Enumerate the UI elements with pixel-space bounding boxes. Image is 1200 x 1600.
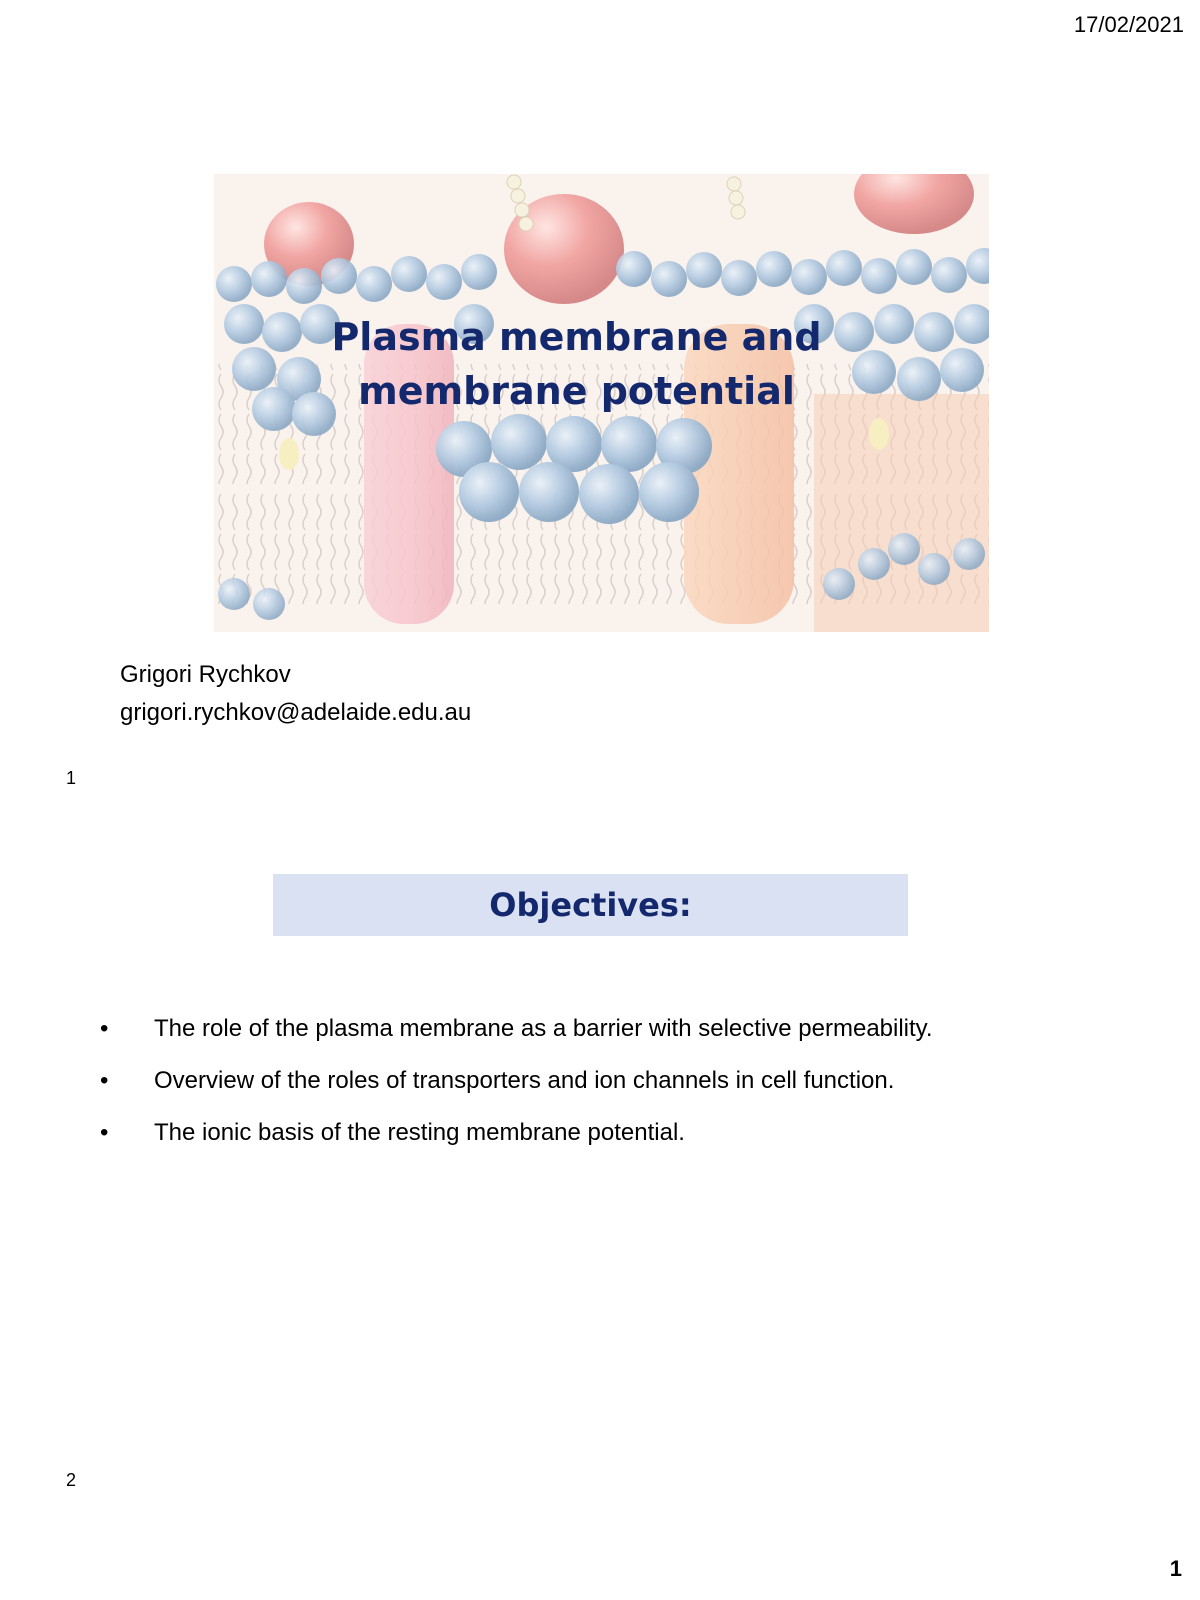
list-item	[100, 1112, 960, 1153]
page-date: 17/02/2021	[1073, 12, 1184, 37]
author-name: Grigori Rychkov	[120, 661, 291, 688]
objective-text: The role of the plasma membrane as a barrier with selective permeability.	[154, 1015, 933, 1042]
bullet-icon: •	[100, 1119, 109, 1146]
bullet-icon: •	[100, 1067, 109, 1094]
objective-text: Overview of the roles of transporters and ion channels in cell function.	[154, 1067, 895, 1094]
slide-number-2: 2	[66, 1470, 77, 1490]
objectives-heading-box	[273, 874, 908, 936]
slide-number-1: 1	[66, 768, 77, 788]
slide-title: Plasma membrane and membrane potential	[331, 315, 822, 413]
objectives-heading: Objectives:	[489, 886, 692, 924]
list-item	[100, 1008, 960, 1049]
author-email: grigori.rychkov@adelaide.edu.au	[120, 699, 472, 726]
objectives-list	[100, 1008, 960, 1164]
objective-text: The ionic basis of the resting membrane potential.	[154, 1119, 685, 1146]
list-item	[100, 1060, 960, 1101]
page-number: 1	[1169, 1556, 1182, 1581]
author-block	[120, 656, 471, 732]
bullet-icon: •	[100, 1015, 109, 1042]
